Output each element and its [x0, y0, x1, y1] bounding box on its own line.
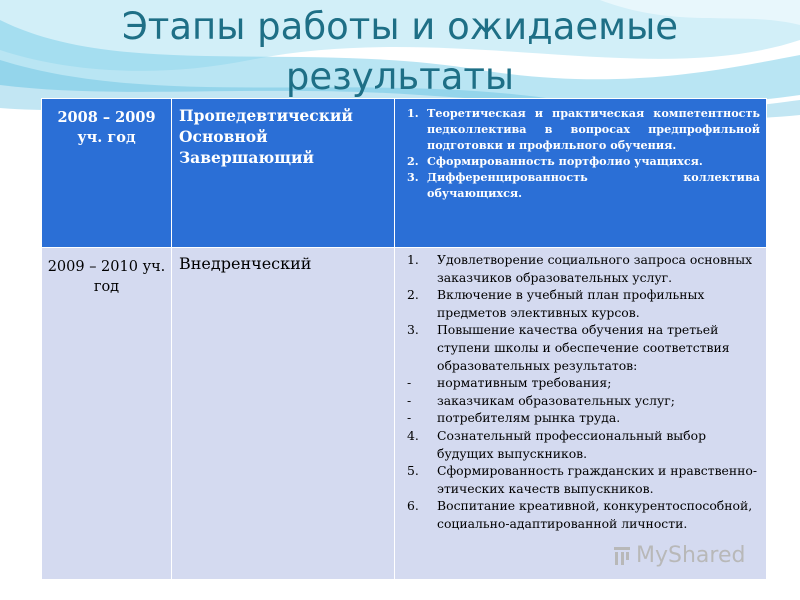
list-item [407, 321, 760, 374]
list-marker: 1. [407, 106, 419, 120]
stages-table [41, 98, 767, 580]
list-item [407, 497, 760, 532]
list-marker: - [407, 375, 412, 391]
watermark [612, 543, 745, 568]
list-marker: 2. [407, 287, 419, 303]
list-marker: 2. [407, 154, 419, 169]
year-cell: 2008 – 2009 уч. год [42, 99, 172, 248]
result-text: Теоретическая и практическая компетентность педколлектива в вопросах предпрофильной подготовки и профильного обучения. [427, 106, 760, 153]
slide-title: Этапы работы и ожидаемые результаты [121, 5, 679, 98]
result-text: Удовлетворение социального запроса основных заказчиков образовательных услуг. [437, 252, 753, 285]
list-marker: 3. [407, 170, 419, 185]
watermark-text: MyShared [636, 543, 746, 568]
stage-row [42, 99, 767, 248]
myshared-logo-icon [612, 545, 632, 567]
stage-cell [172, 99, 395, 248]
list-marker: 3. [407, 322, 419, 338]
result-text: нормативным требования; [437, 375, 612, 391]
list-marker: 1. [407, 252, 419, 267]
stage-name: Пропедевтический [179, 106, 353, 125]
stage-row [42, 248, 767, 580]
year-cell: 2009 – 2010 уч. год [42, 248, 172, 580]
list-item [407, 427, 760, 462]
results-list [395, 99, 766, 202]
result-text: потребителям рынка труда. [437, 410, 621, 426]
stage-name: Основной [179, 127, 268, 146]
stage-name: Завершающий [179, 148, 315, 167]
list-item [407, 251, 760, 286]
result-text: Воспитание креативной, конкурентоспособной, социально-адаптированной личности. [437, 498, 753, 531]
list-item [407, 462, 760, 497]
list-item [407, 286, 760, 321]
list-item [407, 409, 760, 427]
list-marker: - [407, 392, 412, 408]
result-text: Включение в учебный план профильных предметов элективных курсов. [437, 287, 705, 320]
results-cell [395, 99, 767, 248]
results-list [395, 248, 766, 533]
list-marker: 5. [407, 463, 419, 479]
list-item [407, 105, 760, 153]
list-item [407, 374, 760, 392]
list-marker: - [407, 410, 412, 426]
result-text: Дифференцированность коллектива обучающихся. [427, 170, 760, 201]
result-text: заказчикам образовательных услуг; [437, 392, 675, 408]
list-item [407, 169, 760, 201]
result-text: Сформированность гражданских и нравственно-этических качеств выпускников. [437, 463, 758, 496]
stage-name: Внедренческий [179, 254, 312, 273]
result-text: Сознательный профессиональный выбор будущих выпускников. [437, 427, 707, 461]
list-item [407, 153, 760, 169]
stage-cell [172, 248, 395, 580]
results-cell [395, 248, 767, 580]
list-marker: 6. [407, 498, 419, 514]
result-text: Сформированность портфолио учащихся. [427, 154, 703, 169]
list-marker: 4. [407, 427, 419, 443]
result-text: Повышение качества обучения на третьей ступени школы и обеспечение соответствия образовательных результатов: [437, 322, 730, 373]
list-item [407, 392, 760, 410]
